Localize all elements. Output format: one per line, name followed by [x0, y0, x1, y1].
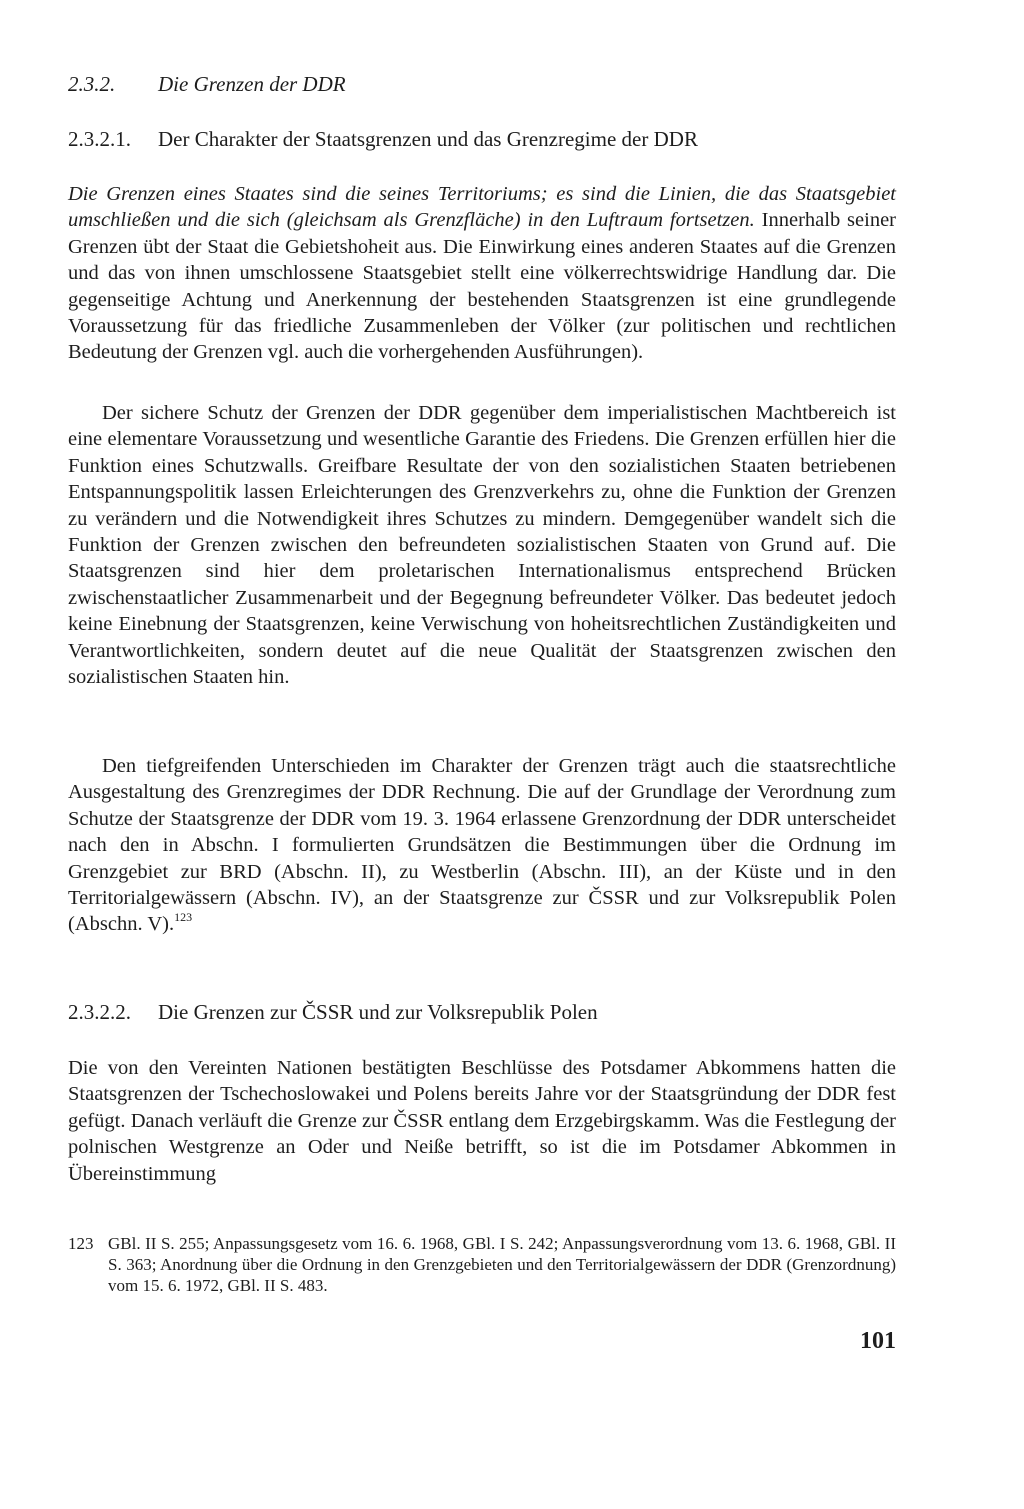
- subsection-heading-2: [68, 998, 598, 1026]
- footnote-reference[interactable]: 123: [174, 910, 193, 925]
- subsection-heading-1: [68, 125, 698, 153]
- section-heading: [68, 70, 346, 98]
- footnote: [68, 1233, 896, 1296]
- paragraph-1: [68, 181, 896, 366]
- paragraph-1-rest: Innerhalb seiner Grenzen übt der Staat die Gebietshoheit aus. Die Einwirkung eines anderen Staates auf die Grenzen und das von ihnen umschlossene Staatsgebiet stellt eine völkerrechtswidrige Handlung dar. Die gegenseitige Achtung und Anerkennung der bestehenden Staatsgrenzen ist eine grundlegende Voraussetzung für das friedliche Zusammenleben der Völker (zur politischen und rechtlichen Bedeutung der Grenzen vgl. auch die vorhergehenden Ausführungen).: [68, 209, 897, 364]
- paragraph-3: [68, 753, 896, 938]
- paragraph-4: Die von den Vereinten Nationen bestätigten Beschlüsse des Potsdamer Abkommens hatten die Staatsgrenzen der Tschechoslowakei und Polens bereits Jahre vor der Staatsgründung der DDR fest gefügt. Danach verläuft die Grenze zur ČSSR entlang dem Erzgebirgskamm. Was die Festlegung der polnischen Westgrenze an Oder und Neiße betrifft, so ist die im Potsdamer Abkommen in Übereinstimmung: [68, 1057, 896, 1185]
- section-title: Die Grenzen der DDR: [158, 72, 346, 96]
- page-number: 101: [860, 1328, 896, 1354]
- subsection-title-1: Der Charakter der Staatsgrenzen und das Grenzregime der DDR: [158, 127, 698, 151]
- book-page: [68, 0, 896, 1509]
- subsection-number-2: 2.3.2.2.: [68, 1000, 131, 1024]
- footnote-text: GBl. II S. 255; Anpassungsgesetz vom 16. 6. 1968, GBl. I S. 242; Anpassungsverordnung vom 13. 6. 1968, GBl. II S. 363; Anordnung über die Ordnung in den Grenzgebieten und den Territorialgewässern der DDR (Grenzordnung) vom 15. 6. 1972, GBl. II S. 483.: [108, 1234, 896, 1295]
- paragraph-2: Der sichere Schutz der Grenzen der DDR gegenüber dem imperialistischen Machtbereich ist eine elementare Voraussetzung und wesentliche Garantie des Friedens. Die Grenzen erfüllen hier die Funktion eines Schutzwalls. Greifbare Resultate der von den sozialistichen Staaten betriebenen Entspannungspolitik lassen Erleichterungen des Grenzverkehrs zu, ohne die Funktion der Grenzen zu verändern und die Notwendigkeit ihres Schutzes zu mindern. Demgegenüber wandelt sich die Funktion der Grenzen zwischen den befreundeten sozialistischen Staaten von Grund auf. Die Staatsgrenzen sind hier dem proletarischen Internationalismus entsprechend Brücken zwischenstaatlicher Zusammenarbeit und der Begegnung befreundeter Völker. Das bedeutet jedoch keine Einebnung der Staatsgrenzen, keine Verwischung von hoheitsrechtlichen Zuständigkeiten und Verantwortlichkeiten, sondern deutet auf die neue Qualität der Staatsgrenzen zwischen den sozialistischen Staaten hin.: [68, 402, 896, 689]
- subsection-title-2: Die Grenzen zur ČSSR und zur Volksrepublik Polen: [158, 1000, 598, 1024]
- subsection-number-1: 2.3.2.1.: [68, 127, 131, 151]
- paragraph-3-text: Den tiefgreifenden Unterschieden im Charakter der Grenzen trägt auch die staatsrechtliche Ausgestaltung des Grenzregimes der DDR Rechnung. Die auf der Grundlage der Verordnung zum Schutze der Staatsgrenze der DDR vom 19. 3. 1964 erlassene Grenzordnung der DDR unterscheidet nach den in Abschn. I formulierten Grundsätzen die Bestimmungen über die Ordnung im Grenzgebiet zur BRD (Abschn. II), zu Westberlin (Abschn. III), an der Küste und in den Territorialgewässern (Abschn. IV), an der Staatsgrenze zur ČSSR und zur Volksrepublik Polen (Abschn. V).: [68, 755, 896, 936]
- paragraph-1-italic: Die Grenzen eines Staates sind die seines Territoriums; es sind die Linien, die das Staatsgebiet umschließen und die sich (gleichsam als Grenzfläche) in den Luftraum fortsetzen.: [68, 183, 896, 232]
- footnote-number: 123: [68, 1234, 94, 1253]
- section-number: 2.3.2.: [68, 72, 116, 96]
